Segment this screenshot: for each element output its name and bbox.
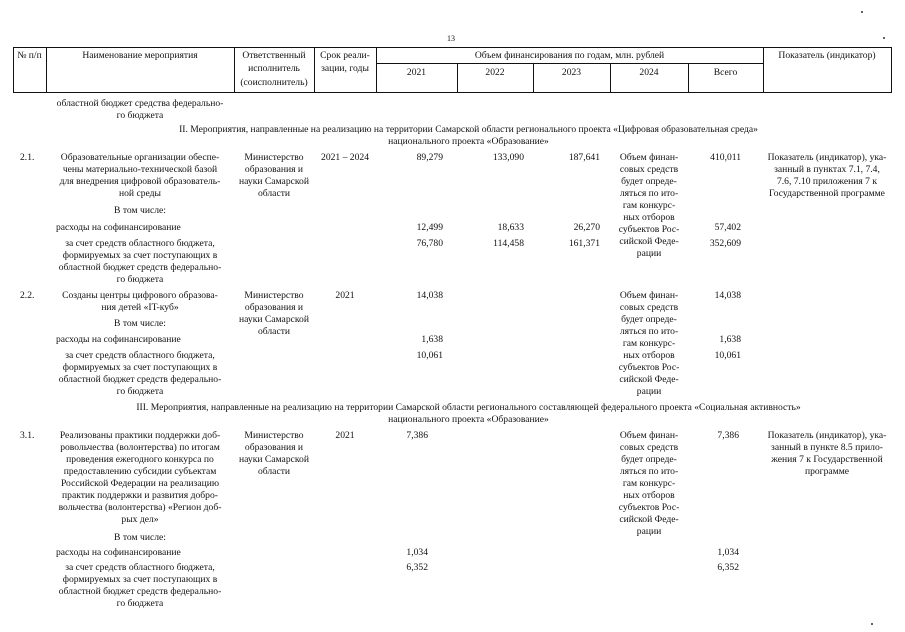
value-2021: 7,386	[406, 430, 428, 441]
regional-label-line: го бюджета	[116, 386, 164, 397]
section-title-line: национального проекта «Образование»	[388, 136, 549, 147]
responsible-line: науки Самарской	[239, 314, 309, 325]
note-2024-line: будет опреде-	[621, 314, 677, 325]
note-2024-line: совых средств	[619, 164, 679, 175]
value-2022: 114,458	[493, 238, 524, 249]
note-2024-line: ных отборов	[623, 350, 675, 361]
indicator-line: Показатель (индикатор), ука-	[767, 152, 887, 163]
note-2024-line: ных отборов	[623, 212, 675, 223]
header-responsible-1: Ответственный	[242, 50, 306, 61]
note-2024-line: сийской Феде-	[619, 374, 679, 385]
note-2024-line: сийской Феде-	[619, 514, 679, 525]
regional-label-line: областной бюджет средств федерально-	[58, 262, 222, 273]
row-name-line: ной среды	[119, 188, 161, 199]
header-vline	[891, 47, 892, 93]
value-2023: 187,641	[568, 152, 600, 163]
note-2024-line: ляться по ито-	[619, 466, 679, 477]
indicator-line: Государственной программе	[769, 188, 885, 199]
indicator-line: жения 7 к Государственной	[771, 454, 883, 465]
regional-label-line: формируемых за счет поступающих в	[62, 362, 218, 373]
note-2024-line: будет опреде-	[621, 454, 677, 465]
value-2023: 161,371	[568, 238, 600, 249]
indicator-line: Показатель (индикатор), ука-	[767, 430, 887, 441]
note-2024-line: сийской Феде-	[619, 236, 679, 247]
note-2024-line: субъектов Рос-	[618, 362, 680, 373]
header-year-2022: 2022	[485, 67, 505, 78]
header-indicator: Показатель (индикатор)	[778, 50, 876, 61]
row-name-line: предоставлению субсидии субъектам	[63, 466, 217, 477]
responsible-line: Министерство	[244, 152, 304, 163]
row-name-line: рых дел»	[121, 514, 159, 525]
cofinancing-label: расходы на софинансирование	[56, 547, 181, 558]
note-2024-line: гам конкурс-	[622, 200, 676, 211]
including-label: В том числе:	[114, 318, 166, 329]
note-2024-line: субъектов Рос-	[618, 224, 680, 235]
value-2021: 6,352	[406, 562, 428, 573]
indicator-line: программе	[804, 466, 850, 477]
scan-speck	[861, 11, 863, 13]
note-2024-line: Объем финан-	[619, 290, 679, 301]
row-number: 2.1.	[20, 152, 35, 163]
responsible-line: образования и	[244, 302, 304, 313]
value-2021: 14,038	[416, 290, 443, 301]
regional-label-line: областной бюджет средств федерально-	[58, 586, 222, 597]
row-name-line: проведения ежегодного конкурса по	[66, 454, 214, 465]
header-year-2023: 2023	[561, 67, 582, 78]
value-total: 57,402	[714, 222, 741, 233]
value-total: 410,011	[710, 152, 741, 163]
value-total: 6,352	[717, 562, 739, 573]
row-name-line: ния детей «IT-куб»	[101, 302, 179, 313]
note-2024-line: гам конкурс-	[622, 478, 676, 489]
note-2024-line: ляться по ито-	[619, 188, 679, 199]
scan-speck	[871, 623, 873, 625]
note-2024-line: будет опреде-	[621, 176, 677, 187]
term: 2021	[335, 430, 355, 441]
regional-label-line: го бюджета	[116, 598, 164, 609]
header-term-1: Срок реали-	[320, 50, 370, 61]
note-2024-line: субъектов Рос-	[618, 502, 680, 513]
row-number: 2.2.	[20, 290, 35, 301]
note-2024-line: рации	[636, 386, 662, 397]
responsible-line: науки Самарской	[239, 176, 309, 187]
section-title-line: III. Мероприятия, направленные на реализацию на территории Самарской области регионального составляющей федерального проекта «Социальная активность»	[136, 402, 801, 413]
row-name-line: Образовательные организации обеспе-	[60, 152, 220, 163]
indicator-line: занный в пункте 8.5 прило-	[771, 442, 883, 453]
responsible-line: области	[257, 326, 291, 337]
regional-label-line: за счет средств областного бюджета,	[65, 562, 215, 573]
responsible-line: науки Самарской	[239, 454, 309, 465]
row-name-line: Созданы центры цифрового образова-	[62, 290, 218, 301]
regional-label-line: областной бюджет средств федерально-	[58, 374, 222, 385]
header-year-2021: 2021	[406, 67, 427, 78]
regional-label-line: за счет средств областного бюджета,	[65, 350, 215, 361]
value-2021: 89,279	[416, 152, 443, 163]
responsible-line: области	[257, 188, 291, 199]
text-line: го бюджета	[116, 110, 164, 121]
row-name-line: практик поддержки и развития добро-	[62, 490, 218, 501]
value-2023: 26,270	[573, 222, 600, 233]
responsible-line: области	[257, 466, 291, 477]
header-responsible-2: исполнитель	[248, 63, 300, 74]
row-name-line: чены материально-технической базой	[62, 164, 218, 175]
note-2024-line: ных отборов	[623, 490, 675, 501]
note-2024-line: Объем финан-	[619, 152, 679, 163]
responsible-line: образования и	[244, 164, 304, 175]
responsible-line: образования и	[244, 442, 304, 453]
text-line: областной бюджет средства федерально-	[56, 98, 224, 109]
header-year-total: Всего	[713, 67, 738, 78]
note-2024-line: рации	[636, 248, 662, 259]
header-term-2: зации, годы	[321, 63, 369, 74]
row-name-line: вольчества (волонтерства) «Регион доб-	[58, 502, 222, 513]
responsible-line: Министерство	[244, 430, 304, 441]
value-total: 1,638	[719, 334, 741, 345]
value-2021: 12,499	[416, 222, 443, 233]
header-top-border	[13, 47, 891, 48]
value-total: 10,061	[714, 350, 741, 361]
section-title-line: II. Мероприятия, направленные на реализацию на территории Самарской области регионального проекта «Цифровая образовательная среда»	[179, 124, 758, 135]
note-2024-line: Объем финан-	[619, 430, 679, 441]
value-2021: 10,061	[416, 350, 443, 361]
header-year-divider	[376, 63, 763, 64]
header-responsible-3: (соисполнитель)	[240, 77, 308, 88]
term: 2021 – 2024	[321, 152, 369, 163]
header-year-2024: 2024	[639, 67, 659, 78]
value-2021: 76,780	[416, 238, 443, 249]
header-bottom-border	[13, 92, 891, 93]
value-total: 1,034	[717, 547, 739, 558]
page-number: 13	[447, 34, 455, 43]
indicator-line: 7.6, 7.10 приложения 7 к	[776, 176, 878, 187]
section-title-line: национального проекта «Образование»	[388, 414, 549, 425]
scan-speck	[883, 37, 885, 39]
header-name: Наименование мероприятия	[82, 50, 198, 61]
row-name-line: Российской Федерации на реализацию	[60, 478, 220, 489]
note-2024-line: гам конкурс-	[622, 338, 676, 349]
header-financing: Объем финансирования по годам, млн. рублей	[474, 50, 665, 61]
regional-label-line: за счет средств областного бюджета,	[65, 238, 215, 249]
value-2022: 133,090	[492, 152, 524, 163]
including-label: В том числе:	[114, 532, 166, 543]
row-name-line: для внедрения цифровой образователь-	[59, 176, 221, 187]
row-name-line: ровольчества (волонтерства) по итогам	[60, 442, 220, 453]
regional-label-line: го бюджета	[116, 274, 164, 285]
value-total: 352,609	[709, 238, 741, 249]
value-total: 7,386	[717, 430, 739, 441]
cofinancing-label: расходы на софинансирование	[56, 334, 181, 345]
responsible-line: Министерство	[244, 290, 304, 301]
note-2024-line: совых средств	[619, 442, 679, 453]
note-2024-line: ляться по ито-	[619, 326, 679, 337]
value-2022: 18,633	[497, 222, 524, 233]
value-2021: 1,638	[421, 334, 443, 345]
including-label: В том числе:	[114, 205, 166, 216]
indicator-line: занный в пунктах 7.1, 7.4,	[774, 164, 880, 175]
value-2021: 1,034	[406, 547, 428, 558]
header-number: № п/п	[17, 50, 42, 61]
value-total: 14,038	[714, 290, 741, 301]
row-name-line: Реализованы практики поддержки доб-	[59, 430, 221, 441]
note-2024-line: рации	[636, 526, 662, 537]
regional-label-line: формируемых за счет поступающих в	[62, 574, 218, 585]
cofinancing-label: расходы на софинансирование	[56, 222, 181, 233]
row-number: 3.1.	[20, 430, 35, 441]
regional-label-line: формируемых за счет поступающих в	[62, 250, 218, 261]
term: 2021	[335, 290, 355, 301]
note-2024-line: совых средств	[619, 302, 679, 313]
